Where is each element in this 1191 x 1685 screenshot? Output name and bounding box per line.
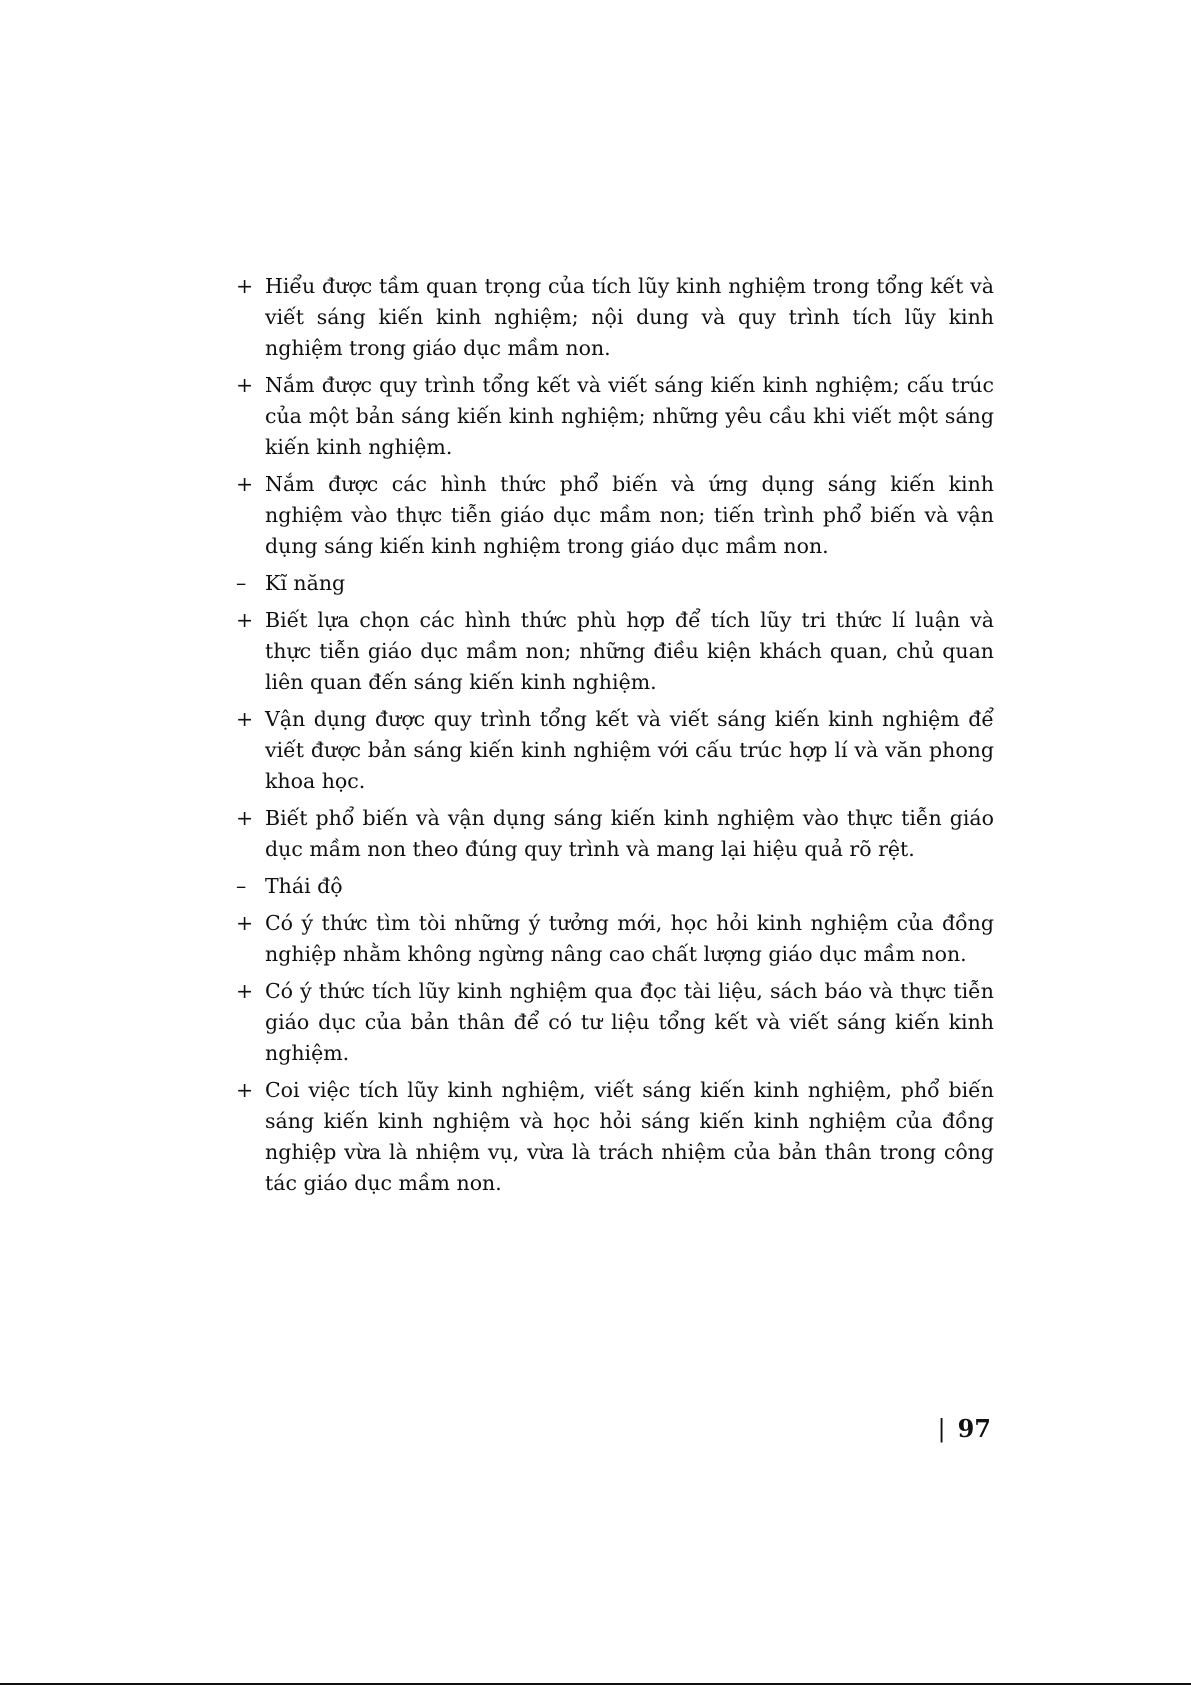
list-marker: + [236,707,254,731]
list-item [236,803,994,865]
list-marker: + [236,911,254,935]
list-item-text: Hiểu được tầm quan trọng của tích lũy kinh nghiệm trong tổng kết và viết sáng kiến kinh nghiệm; nội dung và quy trình tích lũy kinh nghiệm trong giáo dục mầm non. [265,274,994,360]
page-number [938,1414,992,1444]
list-marker: + [236,472,254,496]
section-heading-text: Kĩ năng [265,571,346,595]
page-number-value: 97 [957,1414,991,1443]
section-heading-text: Thái độ [265,874,343,898]
list-marker: – [236,571,247,595]
list-marker: + [236,979,254,1003]
list-item [236,1075,994,1199]
list-marker: + [236,274,254,298]
section-heading-attitude [236,871,994,902]
list-item-text: Coi việc tích lũy kinh nghiệm, viết sáng kiến kinh nghiệm, phổ biến sáng kiến kinh nghiệm và học hỏi sáng kiến kinh nghiệm của đồng nghiệp vừa là nhiệm vụ, vừa là trách nhiệm của bản thân trong công tác giáo dục mầm non. [265,1078,994,1195]
list-marker: + [236,373,254,397]
list-item [236,370,994,463]
list-item [236,908,994,970]
list-item [236,704,994,797]
list-item-text: Biết lựa chọn các hình thức phù hợp để tích lũy tri thức lí luận và thực tiễn giáo dục mầm non; những điều kiện khách quan, chủ quan liên quan đến sáng kiến kinh nghiệm. [265,608,994,694]
list-item [236,976,994,1069]
list-item [236,469,994,562]
list-item-text: Nắm được các hình thức phổ biến và ứng dụng sáng kiến kinh nghiệm vào thực tiễn giáo dục mầm non; tiến trình phổ biến và vận dụng sáng kiến kinh nghiệm trong giáo dục mầm non. [265,472,994,558]
list-marker: + [236,1078,254,1102]
list-item-text: Có ý thức tìm tòi những ý tưởng mới, học hỏi kinh nghiệm của đồng nghiệp nhằm không ngừng nâng cao chất lượng giáo dục mầm non. [265,911,994,966]
list-item-text: Có ý thức tích lũy kinh nghiệm qua đọc tài liệu, sách báo và thực tiễn giáo dục của bản thân để có tư liệu tổng kết và viết sáng kiến kinh nghiệm. [265,979,994,1065]
list-marker: + [236,608,254,632]
list-marker: + [236,806,254,830]
list-item-text: Vận dụng được quy trình tổng kết và viết sáng kiến kinh nghiệm để viết được bản sáng kiến kinh nghiệm với cấu trúc hợp lí và văn phong khoa học. [265,707,994,793]
list-marker: – [236,874,247,898]
list-item [236,605,994,698]
list-item [236,271,994,364]
list-item-text: Biết phổ biến và vận dụng sáng kiến kinh nghiệm vào thực tiễn giáo dục mầm non theo đúng quy trình và mang lại hiệu quả rõ rệt. [265,806,994,861]
list-item-text: Nắm được quy trình tổng kết và viết sáng kiến kinh nghiệm; cấu trúc của một bản sáng kiến kinh nghiệm; những yêu cầu khi viết một sáng kiến kinh nghiệm. [265,373,994,459]
body-content [236,271,994,1205]
section-heading-skills [236,568,994,599]
page-number-separator: | [937,1415,946,1443]
